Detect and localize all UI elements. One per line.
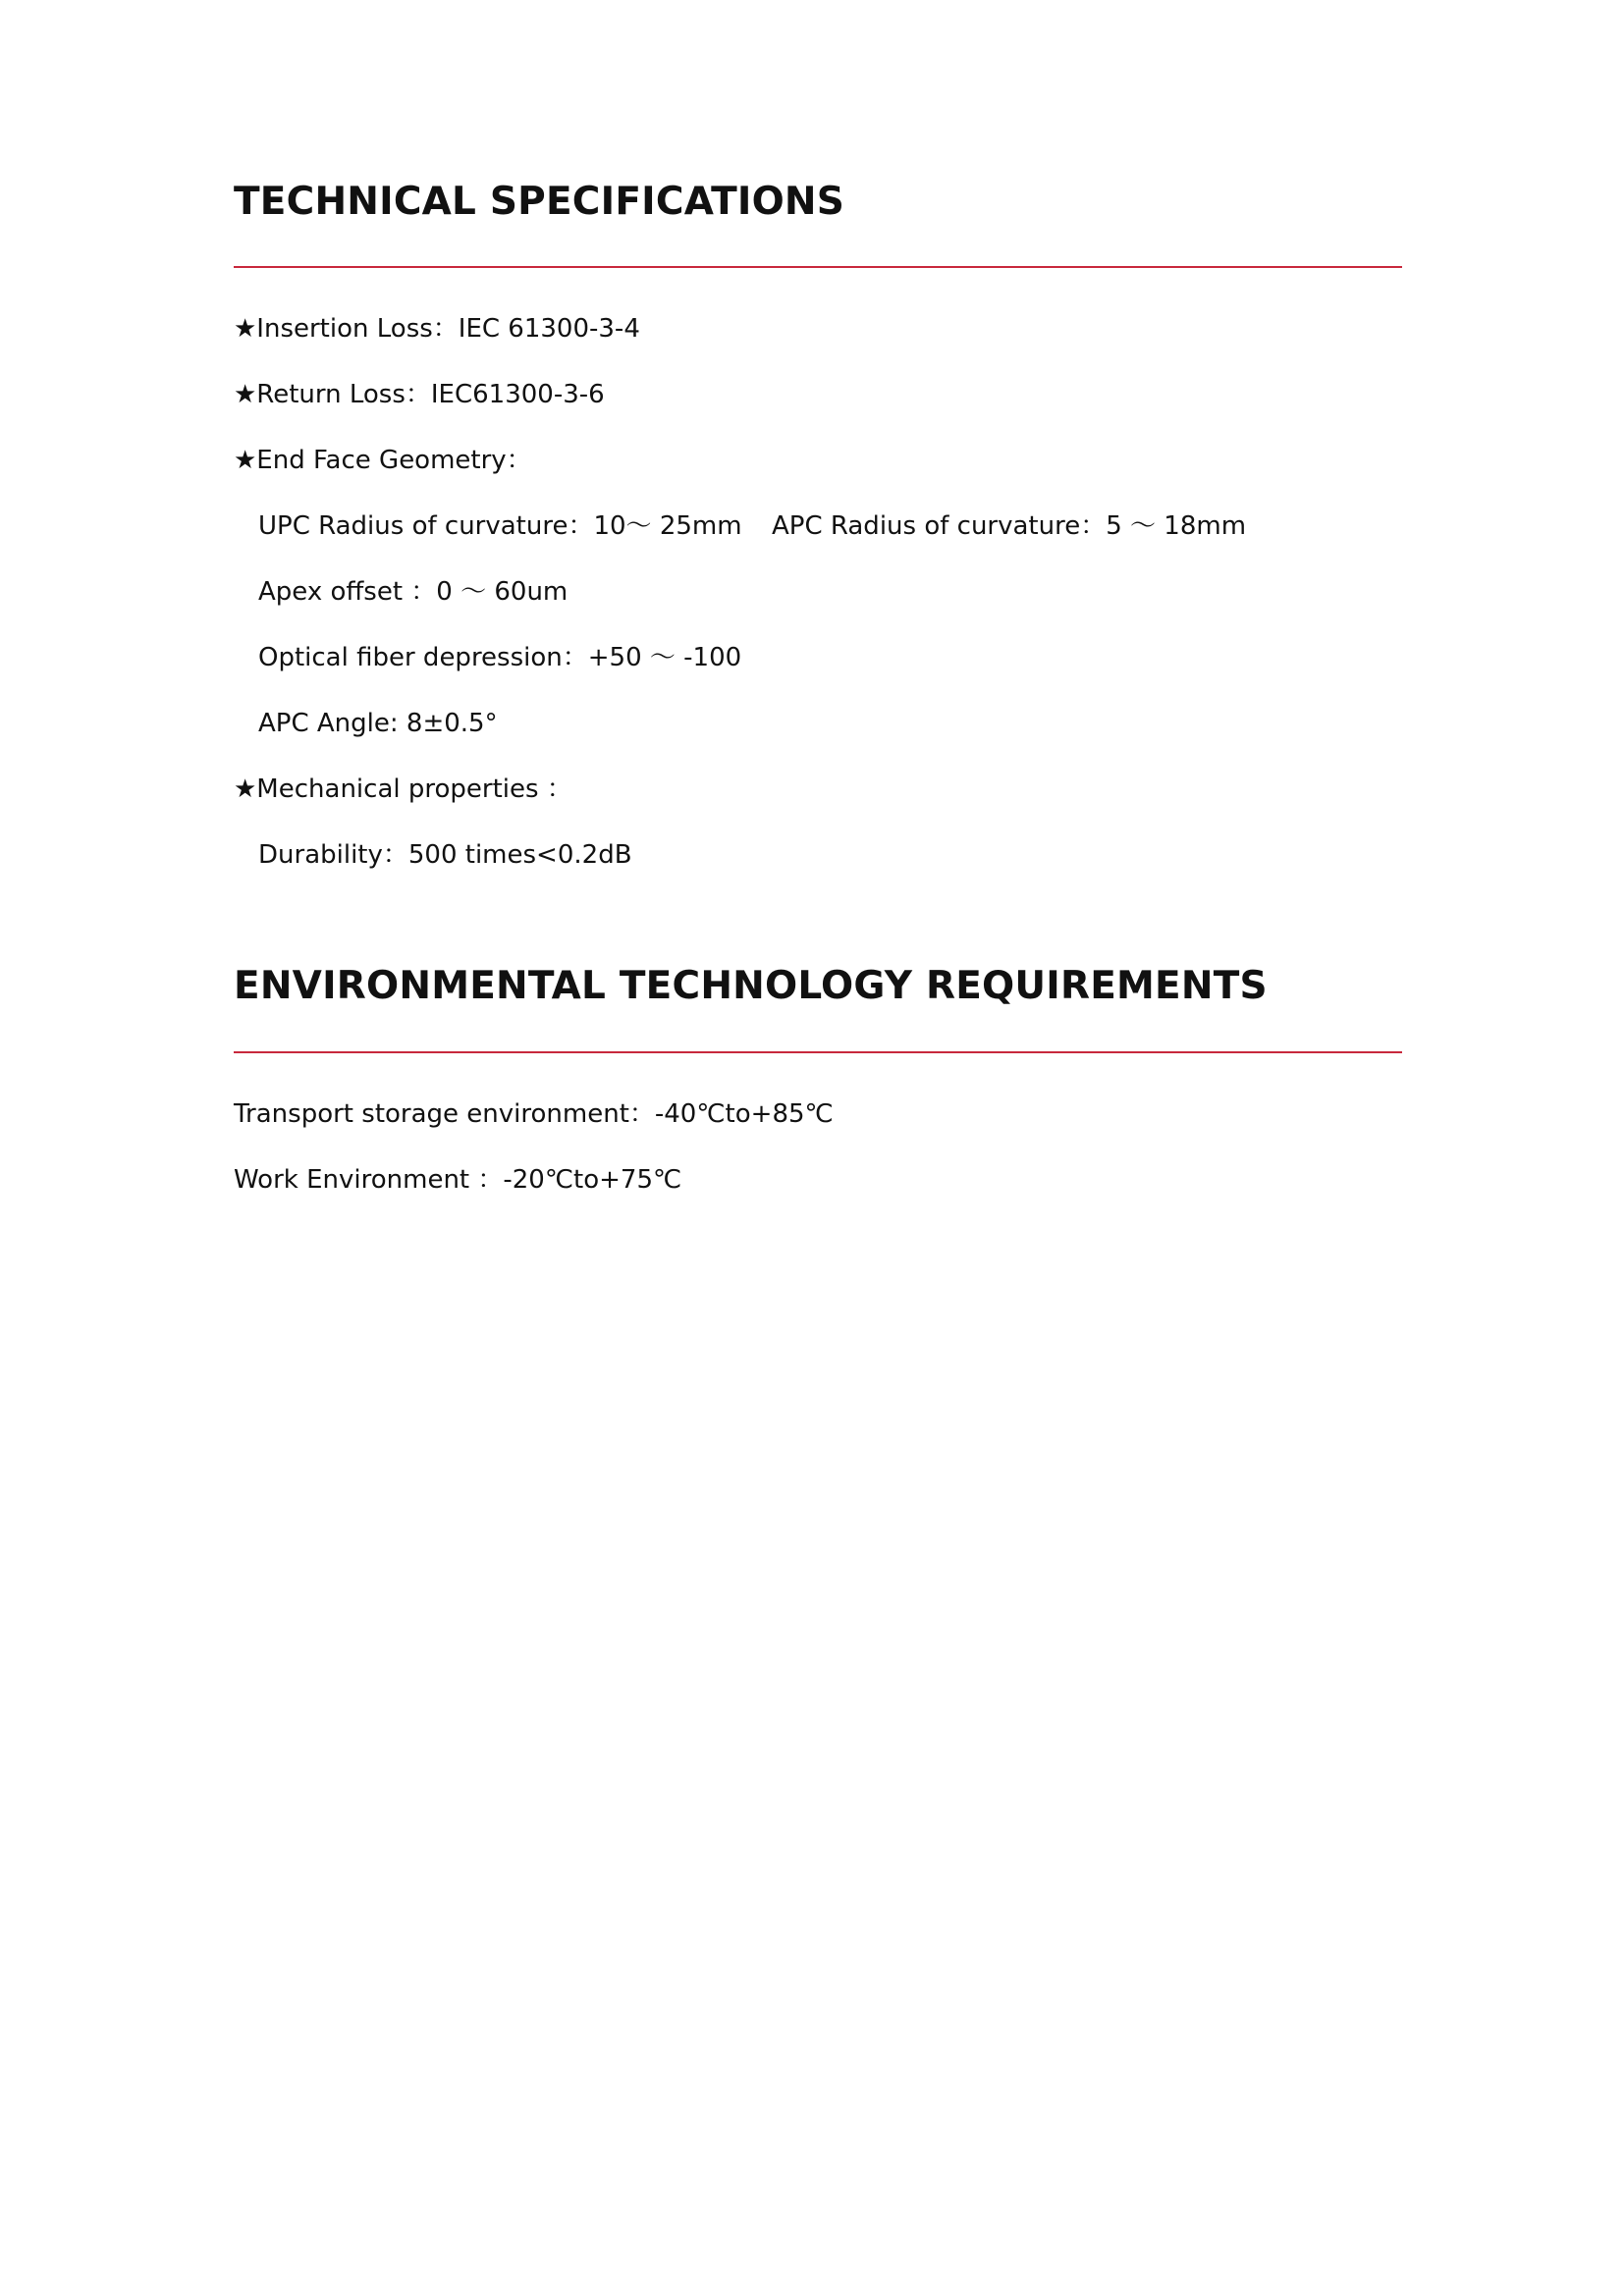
section-divider [234,266,1402,268]
section-title-environmental-requirements: ENVIRONMENTAL TECHNOLOGY REQUIREMENTS [234,964,1268,1008]
env-transport-storage: Transport storage environment：-40℃to+85℃ [234,1099,834,1129]
spec-return-loss: ★Return Loss：IEC61300-3-6 [234,380,605,409]
spec-fiber-depression: Optical fiber depression：+50 ～ -100 [258,643,742,672]
spec-durability: Durability：500 times<0.2dB [258,840,632,870]
spec-apex-offset: Apex offset ：0 ～ 60um [258,577,568,607]
spec-apc-angle: APC Angle: 8±0.5° [258,709,498,738]
spec-end-face-geometry: ★End Face Geometry： [234,446,532,475]
spec-upc-radius: UPC Radius of curvature：10～ 25mm [258,511,742,541]
spec-mechanical-properties: ★Mechanical properties ： [234,774,572,804]
spec-insertion-loss: ★Insertion Loss：IEC 61300-3-4 [234,314,640,344]
spec-apc-radius: APC Radius of curvature：5 ～ 18mm [772,511,1247,541]
env-work-environment: Work Environment ：-20℃to+75℃ [234,1165,682,1195]
section-divider [234,1051,1402,1053]
section-title-technical-specifications: TECHNICAL SPECIFICATIONS [234,180,845,224]
